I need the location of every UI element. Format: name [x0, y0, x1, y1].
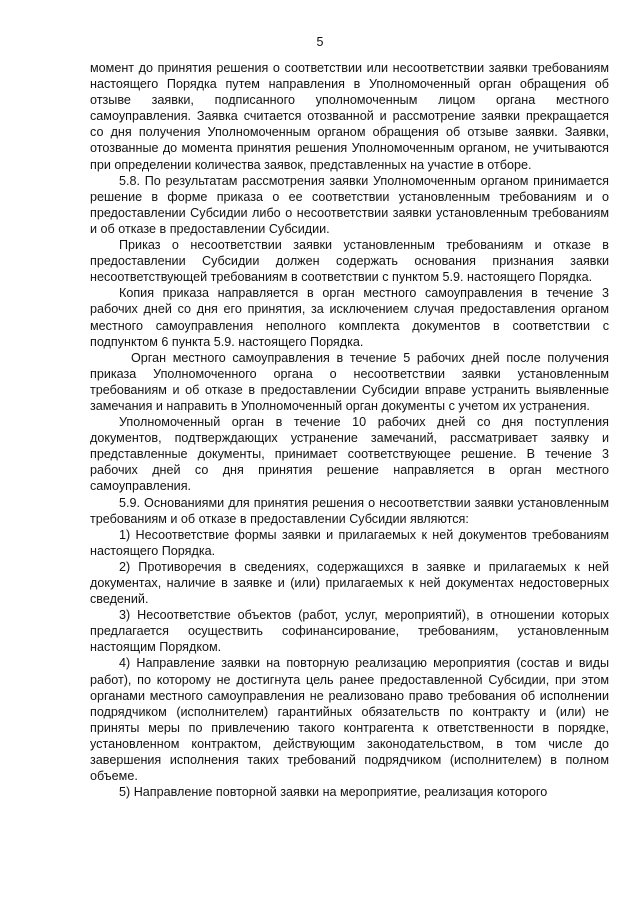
paragraph-review-resubmission: Уполномоченный орган в течение 10 рабочих дней со дня поступления документов, подтверждающих устранение замечаний, рассматривает заявку и представленные документы, принимает соответствующее решение. В течение 3 рабочих дней со дня принятия решение направляется в орган местного самоуправления.	[90, 415, 609, 494]
list-item-1: 1) Несоответствие формы заявки и прилагаемых к ней документов требованиям настоящего Порядка.	[90, 527, 609, 558]
list-item-5: 5) Направление повторной заявки на мероприятие, реализация которого	[119, 785, 548, 800]
paragraph-order-copy: Копия приказа направляется в орган местного самоуправления в течение 3 рабочих дней со дня его принятия, за исключением случая предоставления органом местного самоуправления неполного комплекта документов в соответствии с подпунктом 6 пункта 5.9. настоящего Порядка.	[90, 286, 609, 349]
paragraph-5-9: 5.9. Основаниями для принятия решения о несоответствии заявки установленным требованиям и об отказе в предоставлении Субсидии являются:	[90, 495, 609, 526]
document-body	[90, 60, 609, 800]
paragraph-5-8: 5.8. По результатам рассмотрения заявки Уполномоченным органом принимается решение в форме приказа о ее соответствии установленным требованиям и о предоставлении Субсидии либо о несоответствии заявки установленным требованиям и об отказе в предоставлении Субсидии.	[90, 173, 609, 236]
list-item-4: 4) Направление заявки на повторную реализацию мероприятия (состав и виды работ), по которому не достигнута цель ранее предоставленной Субсидии, при этом органами местного самоуправления не реализовано право требования об исполнении подрядчиком (исполнителем) гарантийных обязательств по контракту и (или) не приняты меры по привлечению такого контрагента к ответственности в порядке, установленном контрактом, действующим законодательством, в том числе до завершения исполнения таких требований подрядчиком (исполнителем) в полном объеме.	[90, 656, 609, 784]
page-number: 5	[316, 35, 324, 49]
paragraph-continuation: момент до принятия решения о соответствии или несоответствии заявки требованиям настоящего Порядка путем направления в Уполномоченный орган обращения об отзыве заявки, подписанного уполномоченным лицом органа местного самоуправления. Заявка считается отозванной и рассмотрение заявки прекращается со дня получения Уполномоченным органом обращения об отзыве заявки. Заявки, отозванные до момента принятия решения Уполномоченным органом, не учитываются при определении количества заявок, представленных на участие в отборе.	[90, 61, 609, 172]
list-item-3: 3) Несоответствие объектов (работ, услуг, мероприятий), в отношении которых предлагается осуществить софинансирование, требованиям, установленным настоящим Порядком.	[90, 608, 609, 655]
list-item-2: 2) Противоречия в сведениях, содержащихся в заявке и прилагаемых к ней документах, наличие в заявке и (или) прилагаемых к ней документах недостоверных сведений.	[90, 559, 609, 607]
paragraph-remarks-elimination: Орган местного самоуправления в течение 5 рабочих дней после получения приказа Уполномоченного органа о несоответствии заявки установленным требованиям и об отказе в предоставлении Субсидии вправе устранить выявленные замечания и направить в Уполномоченный орган документы с учетом их устранения.	[90, 350, 609, 413]
paragraph-order-rejection: Приказ о несоответствии заявки установленным требованиям и отказе в предоставлении Субсидии должен содержать основания признания заявки несоответствующей требованиям в соответствии с пунктом 5.9. настоящего Порядка.	[90, 238, 609, 285]
